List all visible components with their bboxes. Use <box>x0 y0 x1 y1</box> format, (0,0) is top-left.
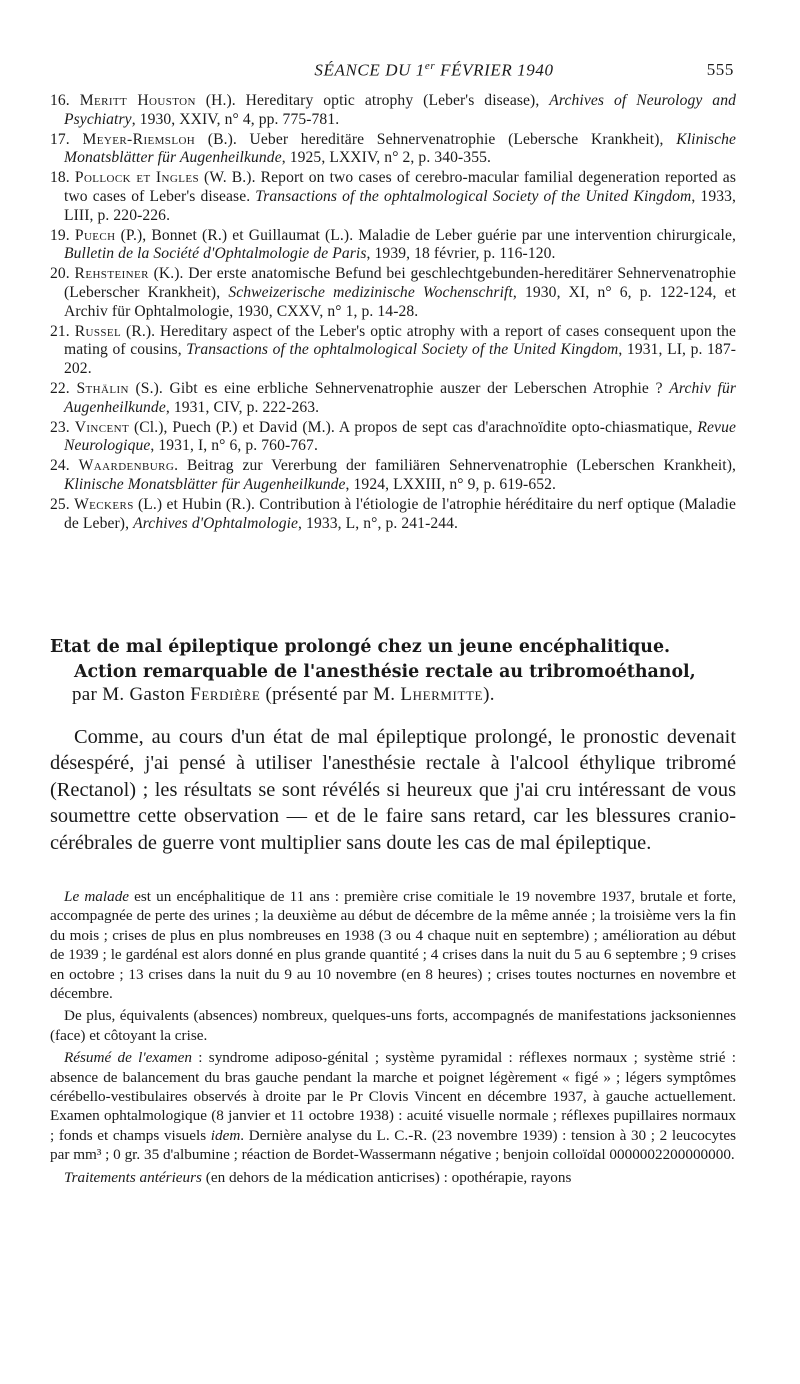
body-text: est un encéphalitique de 11 ans : première crise comitiale le 19 novembre 1937, brutale et forte, accompagnée de perte des urines ; la deuxième au début de décembre de la même année ; la troisième vers la fin du mois ; crises de plus en plus nombreuses en 1938 (3 ou 4 chaque nuit en septembre) ; amélioration au début de 1939 ; le gardénal est alors donné en plus grande quantité ; 4 crises dans la nuit du 5 au 6 septembre ; 9 crises en octobre ; 13 crises dans la nuit du 9 au 10 novembre (en 8 heures) ; crises toutes nocturnes en novembre et décembre. <box>50 888 736 1003</box>
ref-num: 25. <box>50 495 70 513</box>
ref-text: (K.). Der erste anatomische Befund bei geschlechtgebunden-hereditärer Sehnervenatrophie (Leberscher Krankheit), <box>64 265 736 301</box>
reference-item <box>50 496 736 533</box>
byline-prefix: par M. Gaston <box>72 684 191 705</box>
body-paragraph <box>50 887 736 1003</box>
article-intro: Comme, au cours d'un état de mal épileptique prolongé, le pronostic devenait désespéré, j'ai pensé à utiliser l'anesthésie rectale à l'alcool éthylique tribromé (Rectanol) ; les résultats se sont révélés si heureux que j'ai cru intéressant de vous soumettre cette observation — et de le faire sans retard, car les blessures cranio-cérébrales de guerre vont multiplier sans doute les cas de mal épileptique. <box>50 726 736 854</box>
byline-presenter: Lhermitte <box>400 684 484 705</box>
body-italic: idem <box>210 1126 241 1144</box>
ref-text: (W. B.). Report on two cases of cerebro-macular familial degeneration reported as two cases of Leber's disease. <box>64 169 736 205</box>
byline-author: Ferdière <box>190 684 261 705</box>
ref-details: , 1931, LI, p. 187-202. <box>64 341 737 377</box>
ref-text: (H.). Hereditary optic atrophy (Leber's disease), <box>195 92 550 109</box>
reference-item <box>50 92 736 129</box>
ref-text: . Beitrag zur Vererbung der familiären Sehnervenatrophie (Leberschen Krankheit), <box>174 457 736 475</box>
ref-details: , 1930, XI, n° 6, p. 122-124, et Archiv für Ophtalmologie, 1930, CXXV, n° 1, p. 14-28. <box>64 283 737 320</box>
ref-author: Pollock et Ingles <box>74 169 199 187</box>
body-text: De plus, équivalents (absences) nombreux, quelques-uns forts, accompagnés de manifestations jacksoniennes (face) et côtoyant la crise. <box>50 1007 736 1044</box>
running-head-title-pre: SÉANCE DU 1 <box>314 60 425 80</box>
ref-author: Weckers <box>74 495 134 513</box>
ref-details: , 1939, 18 février, p. 116-120. <box>366 245 556 263</box>
ref-author: Meritt Houston <box>79 92 196 109</box>
ref-details: , 1925, LXXIV, n° 2, p. 340-355. <box>281 149 491 167</box>
reference-item <box>50 380 736 417</box>
ref-author: Vincent <box>74 418 130 436</box>
ref-details: , 1933, LIII, p. 220-226. <box>64 187 737 224</box>
ref-text: (S.). Gibt es eine erbliche Sehnervenatrophie auszer der Leberschen Atrophie ? <box>128 379 670 397</box>
ref-details: , 1931, CIV, p. 222-263. <box>165 398 320 416</box>
reference-item <box>50 265 736 321</box>
ref-journal: Klinische Monatsblätter für Augenheilkunde <box>64 475 346 493</box>
ref-journal: Klinische Monatsblätter für Augenheilkunde <box>64 130 737 167</box>
ref-num: 21. <box>50 322 70 340</box>
body-italic: Résumé de l'examen <box>64 1049 192 1067</box>
reference-item <box>50 227 736 264</box>
article-byline <box>72 684 750 706</box>
reference-item <box>50 169 736 225</box>
article-title <box>50 635 750 685</box>
ref-text: (L.) et Hubin (R.). Contribution à l'étiologie de l'atrophie héréditaire du nerf optique (Maladie de Leber), <box>64 495 737 532</box>
ref-num: 16. <box>50 92 70 109</box>
ref-author: Sthälin <box>76 379 129 397</box>
page-number: 555 <box>706 60 734 79</box>
ref-journal: Archives of Neurology and Psychiatry <box>64 92 737 128</box>
article-title-line-1: Etat de mal épileptique prolongé chez un jeune encéphalitique. <box>50 637 671 657</box>
body-italic: Traitements antérieurs <box>64 1168 202 1186</box>
ref-author: Rehsteiner <box>74 265 149 283</box>
ref-journal: Revue Neurologique <box>64 418 736 455</box>
ref-details: , 1931, I, n° 6, p. 760-767. <box>150 437 318 455</box>
running-head-title <box>44 60 734 81</box>
body-paragraph <box>50 1168 736 1187</box>
ref-num: 20. <box>50 265 70 283</box>
article-title-line-2: Action remarquable de l'anesthésie rectale au tribromoéthanol, <box>74 662 696 682</box>
ref-journal: Bulletin de la Société d'Ophtalmologie de Paris <box>64 245 367 263</box>
ref-details: , 1924, LXXIII, n° 9, p. 619-652. <box>345 475 557 493</box>
ref-details: , 1933, L, n°, p. 241-244. <box>298 514 459 532</box>
ref-details: , 1930, XXIV, n° 4, pp. 775-781. <box>131 110 340 128</box>
byline-middle: (présenté par M. <box>260 684 401 705</box>
running-head <box>44 56 734 84</box>
ref-journal: Schweizerische medizinische Wochenschrift <box>228 283 513 301</box>
reference-item <box>50 323 736 379</box>
ref-journal: Archiv für Augenheilkunde <box>64 379 737 416</box>
ref-num: 22. <box>50 379 70 397</box>
ref-num: 19. <box>50 226 70 244</box>
body-italic: Le malade <box>64 888 130 905</box>
ref-text: (P.), Bonnet (R.) et Guillaumat (L.). Maladie de Leber guérie par une intervention chirurgicale, <box>115 226 737 244</box>
running-head-title-post: FÉVRIER 1940 <box>435 60 554 80</box>
body-paragraph <box>50 1048 736 1164</box>
reference-item <box>50 457 736 494</box>
body-text: (en dehors de la médication anticrises) : opothérapie, rayons <box>201 1168 572 1186</box>
ref-journal: Transactions of the ophtalmological Society of the United Kingdom <box>186 341 619 359</box>
article-body <box>50 887 736 1190</box>
body-text: . Dernière analyse du L. C.-R. (23 novembre 1939) : tension à 30 ; 2 leucocytes par mm³ ; 0 gr. 35 d'albumine ; réaction de Bordet-Wassermann négative ; benjoin colloïdal 0000002200000000. <box>50 1126 736 1164</box>
ref-journal: Archives d'Ophtalmologie <box>133 514 299 532</box>
ref-author: Russel <box>74 322 122 340</box>
body-paragraph <box>50 1006 736 1045</box>
byline-suffix: ). <box>483 684 495 705</box>
body-text: : syndrome adiposo-génital ; système pyramidal : réflexes normaux ; système strié : absence de balancement du bras gauche pendant la marche et poignet légèrement « figé » ; légers symptômes cérébello-vestibulaires observés à droite par le Pr Clovis Vincent en décembre 1937, à gauche actuellement. Examen ophtalmologique (8 janvier et 11 octobre 1938) : acuité visuelle normale ; réflexes pupillaires normaux ; fonds et champs visuels <box>50 1049 736 1144</box>
ref-author: Meyer-Riemsloh <box>82 130 196 148</box>
ref-author: Waardenburg <box>78 457 175 475</box>
reference-list <box>50 92 736 535</box>
ref-text: (Cl.), Puech (P.) et David (M.). A propos de sept cas d'arachnoïdite opto-chiasmatique, <box>129 418 698 436</box>
running-head-title-sup: er <box>424 60 436 72</box>
ref-author: Puech <box>74 226 116 244</box>
ref-num: 23. <box>50 418 70 436</box>
ref-num: 17. <box>50 130 70 148</box>
ref-text: (B.). Ueber hereditäre Sehnervenatrophie (Lebersche Krankheit), <box>195 130 677 148</box>
ref-num: 24. <box>50 457 70 475</box>
ref-text: (R.). Hereditary aspect of the Leber's optic atrophy with a report of cases consequent upon the mating of cousins, <box>64 322 736 359</box>
ref-journal: Transactions of the ophtalmological Society of the United Kingdom <box>255 187 692 205</box>
ref-num: 18. <box>50 169 70 187</box>
reference-item <box>50 419 736 456</box>
reference-item <box>50 131 736 168</box>
